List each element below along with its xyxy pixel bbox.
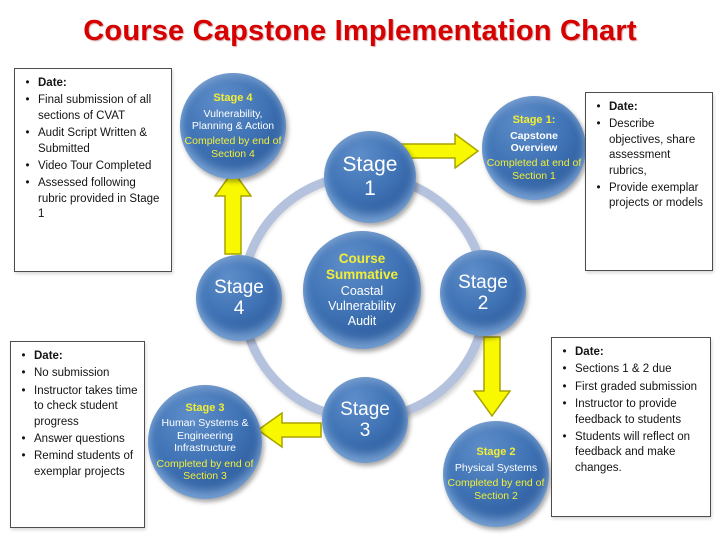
stage-4-label: Stage (214, 276, 264, 298)
callout-note: Completed by end of Section 2 (447, 477, 545, 502)
page-title: Course Capstone Implementation Chart (83, 15, 637, 47)
bullet-item (13, 384, 140, 430)
bullet-text: Video Tour Completed (38, 160, 152, 173)
bullet-item (13, 449, 140, 480)
center-node-subtitle: Coastal Vulnerability Audit (328, 284, 396, 329)
bullet-text: Instructor to provide feedback to students (575, 398, 682, 426)
stage-3-callout (148, 385, 262, 499)
bullet-text: Date: (609, 101, 638, 113)
stage-2-node (440, 250, 526, 336)
stage-2-number: 2 (477, 293, 489, 314)
stage-3-node (322, 377, 408, 463)
bullet-glyph: • (562, 346, 567, 358)
stage-1-node (324, 131, 416, 223)
stage-1-number: 1 (364, 177, 376, 200)
stage-3-label: Stage (340, 398, 390, 420)
bullet-item (17, 76, 167, 91)
bullet-glyph: • (21, 384, 26, 397)
bullet-text: Answer questions (34, 433, 125, 446)
bullet-glyph: • (562, 363, 567, 376)
bullet-text: Date: (34, 350, 63, 362)
bullet-item (17, 93, 167, 124)
bullet-text: Date: (38, 77, 67, 89)
bullet-glyph: • (21, 433, 26, 446)
bullet-glyph: • (596, 118, 601, 131)
stage-4-node (196, 255, 282, 341)
bullet-glyph: • (596, 101, 601, 113)
bullet-glyph: • (25, 77, 30, 89)
stage-3-notes-box (10, 341, 145, 528)
bullet-item (554, 345, 706, 360)
bullet-text: First graded submission (575, 380, 698, 393)
center-node-title: Course Summative (325, 250, 399, 282)
bullet-text: Assessed following rubric provided in Stage 1 (38, 177, 160, 221)
callout-subtitle: Physical Systems (454, 461, 538, 474)
bullet-text: Remind students of exemplar projects (34, 450, 134, 478)
callout-title: Stage 4 (213, 91, 253, 104)
bullet-glyph: • (596, 182, 601, 195)
course-summative-node (303, 231, 421, 349)
bullet-item (13, 349, 140, 364)
bullet-glyph: • (25, 160, 30, 173)
callout-note: Completed by end of Section 3 (156, 457, 254, 482)
bullet-item (588, 181, 708, 212)
stage-4-number: 4 (233, 298, 245, 319)
callout-subtitle: Capstone Overview (510, 129, 558, 154)
bullet-text: Sections 1 & 2 due (575, 363, 672, 376)
stage-2-label: Stage (458, 271, 508, 293)
bullet-text: Provide exemplar projects or models (609, 182, 703, 210)
arrow-stage2-to-callout-icon (473, 336, 511, 418)
callout-title: Stage 2 (476, 446, 516, 459)
bullet-glyph: • (25, 94, 30, 107)
bullet-glyph: • (25, 177, 30, 190)
bullet-text: Students will reflect on feedback and make changes. (575, 431, 691, 474)
bullet-item (554, 397, 706, 428)
arrow-stage3-to-callout-icon (256, 411, 322, 449)
bullet-glyph: • (25, 127, 30, 140)
arrow-stage4-to-callout-icon (214, 169, 252, 255)
bullet-item (554, 380, 706, 395)
bullet-text: No submission (34, 367, 110, 380)
bullet-text: Final submission of all sections of CVAT (38, 94, 152, 122)
bullet-glyph: • (21, 367, 26, 380)
stage-3-number: 3 (359, 420, 371, 441)
bullet-text: Instructor takes time to check student progress (34, 384, 138, 428)
stage-1-notes-box (585, 92, 713, 271)
callout-note: Completed by end of Section 4 (184, 135, 282, 160)
bullet-glyph: • (562, 380, 567, 393)
bullet-text: Date: (575, 346, 604, 358)
callout-subtitle: Vulnerability, Planning & Action (191, 107, 275, 132)
bullet-text: Audit Script Written & Submitted (38, 127, 148, 155)
bullet-glyph: • (562, 398, 567, 411)
callout-subtitle: Human Systems & Engineering Infrastructure (161, 417, 249, 455)
bullet-item (554, 362, 706, 377)
bullet-item (17, 126, 167, 157)
bullet-item (588, 117, 708, 179)
stage-2-notes-box (551, 337, 711, 517)
bullet-glyph: • (562, 431, 567, 444)
stage-2-callout (443, 421, 549, 527)
stage-4-notes-box (14, 68, 172, 272)
bullet-item (17, 176, 167, 222)
bullet-item (13, 366, 140, 381)
bullet-glyph: • (21, 450, 26, 463)
stage-1-callout (482, 96, 586, 200)
bullet-text: Describe objectives, share assessment rubrics, (609, 118, 696, 177)
stage-1-label: Stage (342, 153, 398, 177)
bullet-item (554, 430, 706, 476)
bullet-item (13, 432, 140, 447)
bullet-item (588, 100, 708, 115)
callout-title: Stage 1: (512, 113, 556, 126)
callout-note: Completed at end of Section 1 (486, 157, 582, 182)
stage-4-callout (180, 73, 286, 179)
bullet-glyph: • (21, 350, 26, 362)
callout-title: Stage 3 (185, 401, 225, 414)
bullet-item (17, 159, 167, 174)
